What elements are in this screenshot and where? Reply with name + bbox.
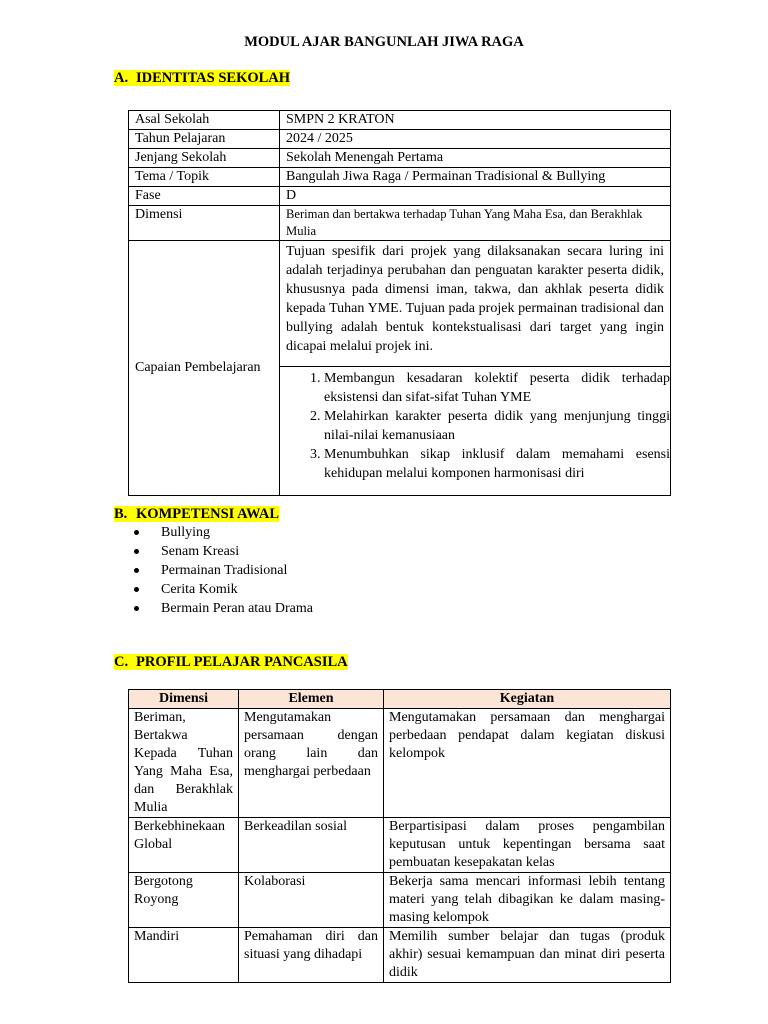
- identity-value: SMPN 2 KRATON: [280, 111, 671, 130]
- profil-elemen: Kolaborasi: [239, 873, 384, 928]
- profil-dimensi: Beriman, Bertakwa Kepada Tuhan Yang Maha Esa, dan Berakhlak Mulia: [129, 709, 239, 818]
- header-kegiatan: Kegiatan: [384, 690, 671, 709]
- kompetensi-item: Permainan Tradisional: [128, 561, 313, 580]
- identity-value: 2024 / 2025: [280, 130, 671, 149]
- header-elemen: Elemen: [239, 690, 384, 709]
- section-a-title: IDENTITAS SEKOLAH: [136, 70, 291, 86]
- profil-elemen: Mengutamakan persamaan dengan orang lain dan menghargai perbedaan: [239, 709, 384, 818]
- identity-label: Asal Sekolah: [129, 111, 280, 130]
- document-title: MODUL AJAR BANGUNLAH JIWA RAGA: [244, 34, 524, 50]
- identity-value: Sekolah Menengah Pertama: [280, 149, 671, 168]
- identity-value: Beriman dan bertakwa terhadap Tuhan Yang Maha Esa, dan Berakhlak Mulia: [280, 206, 671, 241]
- kompetensi-item: Senam Kreasi: [128, 542, 313, 561]
- capaian-label: Capaian Pembelajaran: [129, 241, 280, 496]
- profil-elemen: Berkeadilan sosial: [239, 818, 384, 873]
- profil-row: [129, 709, 671, 818]
- identity-label: Jenjang Sekolah: [129, 149, 280, 168]
- identity-label: Dimensi: [129, 206, 280, 241]
- kompetensi-item: Bermain Peran atau Drama: [128, 599, 313, 618]
- kompetensi-item: Cerita Komik: [128, 580, 313, 599]
- profil-row: [129, 873, 671, 928]
- profil-dimensi: Berkebhinekaan Global: [129, 818, 239, 873]
- header-dimensi: Dimensi: [129, 690, 239, 709]
- profil-row: [129, 928, 671, 983]
- identity-row: [129, 149, 671, 168]
- section-a-heading: [114, 69, 290, 87]
- capaian-list: [280, 366, 670, 495]
- profil-dimensi: Bergotong Royong: [129, 873, 239, 928]
- capaian-item: 1. Membangun kesadaran kolektif peserta didik terhadap eksistensi dan sifat-sifat Tuhan YME: [324, 369, 670, 407]
- profil-header-row: [129, 690, 671, 709]
- section-b-title: KOMPETENSI AWAL: [136, 506, 280, 522]
- identity-label: Tahun Pelajaran: [129, 130, 280, 149]
- profil-kegiatan: Memilih sumber belajar dan tugas (produk akhir) sesuai kemampuan dan minat diri peserta didik: [384, 928, 671, 983]
- profil-dimensi: Mandiri: [129, 928, 239, 983]
- section-c-letter: C.: [114, 654, 129, 670]
- identity-row: [129, 168, 671, 187]
- capaian-paragraph: Tujuan spesifik dari projek yang dilaksanakan secara luring ini adalah terjadinya perubahan dan penguatan karakter peserta didik, khususnya pada dimensi iman, takwa, dan akhlak peserta didik kepada Tuhan YME. Tujuan pada projek permainan tradisional dan bullying adalah bentuk kontekstualisasi dari target yang ingin dicapai melalui projek ini.: [286, 244, 664, 354]
- identity-row: [129, 111, 671, 130]
- profil-kegiatan: Berpartisipasi dalam proses pengambilan keputusan untuk kepentingan bersama saat pembuatan kesepakatan kelas: [384, 818, 671, 873]
- capaian-content: [280, 241, 671, 496]
- section-c-title: PROFIL PELAJAR PANCASILA: [136, 654, 348, 670]
- capaian-item: 3. Menumbuhkan sikap inklusif dalam memahami esensi kehidupan melalui komponen harmonisasi diri: [324, 445, 670, 483]
- section-c-heading: [114, 653, 348, 671]
- profil-kegiatan: Bekerja sama mencari informasi lebih tentang materi yang telah dibagikan ke dalam masing-masing kelompok: [384, 873, 671, 928]
- section-a-letter: A.: [114, 70, 129, 86]
- identity-label: Tema / Topik: [129, 168, 280, 187]
- identity-row: [129, 206, 671, 241]
- identity-value: D: [280, 187, 671, 206]
- kompetensi-list: [128, 523, 313, 618]
- profil-table: [128, 689, 671, 983]
- identity-table: [128, 110, 671, 496]
- profil-elemen: Pemahaman diri dan situasi yang dihadapi: [239, 928, 384, 983]
- section-b-letter: B.: [114, 506, 128, 522]
- identity-label: Fase: [129, 187, 280, 206]
- profil-kegiatan: Mengutamakan persamaan dan menghargai perbedaan pendapat dalam kegiatan diskusi kelompok: [384, 709, 671, 818]
- identity-row: [129, 187, 671, 206]
- identity-row: [129, 130, 671, 149]
- identity-value: Bangulah Jiwa Raga / Permainan Tradisional & Bullying: [280, 168, 671, 187]
- profil-row: [129, 818, 671, 873]
- section-b-heading: [114, 505, 279, 523]
- capaian-item: 2. Melahirkan karakter peserta didik yang menjunjung tinggi nilai-nilai kemanusiaan: [324, 407, 670, 445]
- kompetensi-item: Bullying: [128, 523, 313, 542]
- capaian-row: [129, 241, 671, 496]
